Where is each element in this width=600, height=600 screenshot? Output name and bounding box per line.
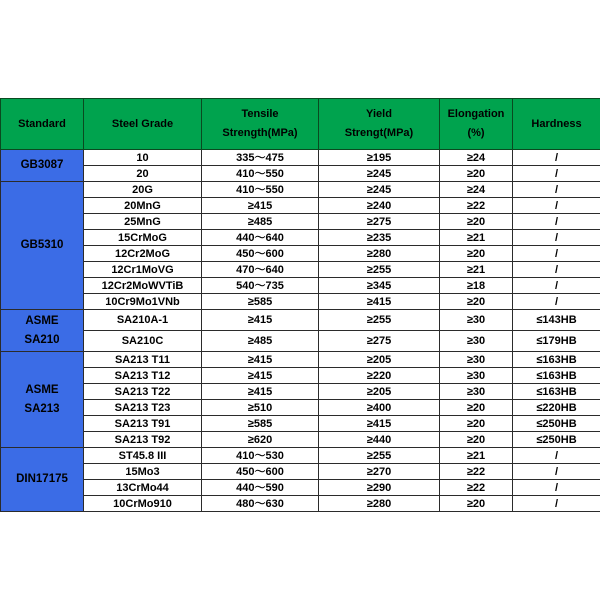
tensile-cell: ≥585 <box>202 416 319 432</box>
standard-cell: GB3087 <box>1 150 84 182</box>
tensile-cell: ≥415 <box>202 368 319 384</box>
table-row <box>1 416 600 432</box>
steel-grade-cell: 12Cr2MoG <box>84 246 202 262</box>
elongation-cell: ≥30 <box>440 368 513 384</box>
elongation-cell: ≥20 <box>440 246 513 262</box>
steel-grade-cell: 20 <box>84 166 202 182</box>
tensile-cell: ≥485 <box>202 214 319 230</box>
tensile-cell: 410～550 <box>202 166 319 182</box>
hardness-cell: ≤143HB <box>513 310 600 331</box>
elongation-cell: ≥20 <box>440 166 513 182</box>
tensile-cell: ≥415 <box>202 310 319 331</box>
tensile-cell: 450～600 <box>202 464 319 480</box>
hardness-cell: / <box>513 294 600 310</box>
table-row <box>1 278 600 294</box>
steel-grade-cell: 12Cr1MoVG <box>84 262 202 278</box>
yield-cell: ≥255 <box>319 262 440 278</box>
header-hardness: Hardness <box>513 99 600 150</box>
hardness-cell: / <box>513 166 600 182</box>
tensile-cell: ≥585 <box>202 294 319 310</box>
yield-cell: ≥255 <box>319 448 440 464</box>
standard-cell: ASME SA210 <box>1 310 84 352</box>
table-row <box>1 198 600 214</box>
yield-cell: ≥280 <box>319 246 440 262</box>
elongation-cell: ≥30 <box>440 310 513 331</box>
steel-spec-table-container <box>0 98 600 512</box>
hardness-cell: / <box>513 278 600 294</box>
tensile-cell: 440～590 <box>202 480 319 496</box>
steel-grade-cell: SA213 T91 <box>84 416 202 432</box>
table-row <box>1 400 600 416</box>
tensile-cell: ≥485 <box>202 331 319 352</box>
yield-cell: ≥400 <box>319 400 440 416</box>
yield-cell: ≥270 <box>319 464 440 480</box>
elongation-cell: ≥30 <box>440 352 513 368</box>
hardness-cell: / <box>513 480 600 496</box>
table-row <box>1 448 600 464</box>
elongation-cell: ≥20 <box>440 496 513 512</box>
elongation-cell: ≥24 <box>440 150 513 166</box>
header-steel-grade: Steel Grade <box>84 99 202 150</box>
table-row <box>1 230 600 246</box>
yield-cell: ≥345 <box>319 278 440 294</box>
elongation-cell: ≥21 <box>440 448 513 464</box>
elongation-cell: ≥22 <box>440 464 513 480</box>
tensile-cell: 410～550 <box>202 182 319 198</box>
elongation-cell: ≥20 <box>440 214 513 230</box>
hardness-cell: ≤163HB <box>513 352 600 368</box>
yield-cell: ≥275 <box>319 331 440 352</box>
table-body <box>1 150 600 512</box>
yield-cell: ≥280 <box>319 496 440 512</box>
steel-grade-cell: 15CrMoG <box>84 230 202 246</box>
header-yield-strength: Yield Strengt(MPa) <box>319 99 440 150</box>
elongation-cell: ≥18 <box>440 278 513 294</box>
elongation-cell: ≥22 <box>440 198 513 214</box>
table-row <box>1 496 600 512</box>
elongation-cell: ≥30 <box>440 384 513 400</box>
hardness-cell: / <box>513 496 600 512</box>
tensile-cell: ≥620 <box>202 432 319 448</box>
tensile-cell: 335～475 <box>202 150 319 166</box>
table-row <box>1 294 600 310</box>
elongation-cell: ≥21 <box>440 262 513 278</box>
table-row <box>1 310 600 331</box>
yield-cell: ≥205 <box>319 352 440 368</box>
steel-grade-cell: SA213 T22 <box>84 384 202 400</box>
hardness-cell: ≤179HB <box>513 331 600 352</box>
standard-cell: DIN17175 <box>1 448 84 512</box>
yield-cell: ≥245 <box>319 166 440 182</box>
elongation-cell: ≥20 <box>440 432 513 448</box>
yield-cell: ≥220 <box>319 368 440 384</box>
yield-cell: ≥290 <box>319 480 440 496</box>
table-row <box>1 262 600 278</box>
steel-grade-cell: SA210A-1 <box>84 310 202 331</box>
hardness-cell: / <box>513 246 600 262</box>
table-row <box>1 331 600 352</box>
tensile-cell: 410～530 <box>202 448 319 464</box>
hardness-cell: ≤250HB <box>513 416 600 432</box>
hardness-cell: ≤163HB <box>513 384 600 400</box>
elongation-cell: ≥24 <box>440 182 513 198</box>
steel-grade-cell: ST45.8 III <box>84 448 202 464</box>
yield-cell: ≥245 <box>319 182 440 198</box>
steel-grade-cell: SA210C <box>84 331 202 352</box>
steel-grade-cell: 10Cr9Mo1VNb <box>84 294 202 310</box>
yield-cell: ≥415 <box>319 416 440 432</box>
steel-grade-cell: 10 <box>84 150 202 166</box>
elongation-cell: ≥30 <box>440 331 513 352</box>
yield-cell: ≥255 <box>319 310 440 331</box>
hardness-cell: / <box>513 464 600 480</box>
steel-grade-cell: 12Cr2MoWVTiB <box>84 278 202 294</box>
table-row <box>1 182 600 198</box>
elongation-cell: ≥20 <box>440 400 513 416</box>
tensile-cell: ≥415 <box>202 352 319 368</box>
hardness-cell: ≤220HB <box>513 400 600 416</box>
standard-cell: ASME SA213 <box>1 352 84 448</box>
table-row <box>1 464 600 480</box>
elongation-cell: ≥22 <box>440 480 513 496</box>
steel-grade-cell: 20MnG <box>84 198 202 214</box>
elongation-cell: ≥20 <box>440 416 513 432</box>
tensile-cell: 470～640 <box>202 262 319 278</box>
tensile-cell: ≥415 <box>202 198 319 214</box>
steel-grade-cell: 20G <box>84 182 202 198</box>
tensile-cell: 450～600 <box>202 246 319 262</box>
standard-cell: GB5310 <box>1 182 84 310</box>
yield-cell: ≥240 <box>319 198 440 214</box>
hardness-cell: ≤163HB <box>513 368 600 384</box>
tensile-cell: ≥415 <box>202 384 319 400</box>
yield-cell: ≥440 <box>319 432 440 448</box>
table-row <box>1 150 600 166</box>
yield-cell: ≥275 <box>319 214 440 230</box>
hardness-cell: / <box>513 198 600 214</box>
steel-grade-cell: 13CrMo44 <box>84 480 202 496</box>
elongation-cell: ≥20 <box>440 294 513 310</box>
hardness-cell: ≤250HB <box>513 432 600 448</box>
steel-spec-table <box>0 98 600 512</box>
table-row <box>1 480 600 496</box>
table-header-row <box>1 99 600 150</box>
table-row <box>1 246 600 262</box>
steel-grade-cell: 25MnG <box>84 214 202 230</box>
table-row <box>1 368 600 384</box>
hardness-cell: / <box>513 262 600 278</box>
steel-grade-cell: SA213 T11 <box>84 352 202 368</box>
tensile-cell: 440～640 <box>202 230 319 246</box>
hardness-cell: / <box>513 150 600 166</box>
header-tensile-strength: Tensile Strength(MPa) <box>202 99 319 150</box>
tensile-cell: 480～630 <box>202 496 319 512</box>
steel-grade-cell: SA213 T92 <box>84 432 202 448</box>
yield-cell: ≥205 <box>319 384 440 400</box>
table-row <box>1 432 600 448</box>
steel-grade-cell: 15Mo3 <box>84 464 202 480</box>
header-elongation: Elongation (%) <box>440 99 513 150</box>
steel-grade-cell: 10CrMo910 <box>84 496 202 512</box>
hardness-cell: / <box>513 182 600 198</box>
hardness-cell: / <box>513 214 600 230</box>
header-standard: Standard <box>1 99 84 150</box>
table-row <box>1 214 600 230</box>
yield-cell: ≥235 <box>319 230 440 246</box>
yield-cell: ≥195 <box>319 150 440 166</box>
table-row <box>1 384 600 400</box>
steel-grade-cell: SA213 T23 <box>84 400 202 416</box>
elongation-cell: ≥21 <box>440 230 513 246</box>
steel-grade-cell: SA213 T12 <box>84 368 202 384</box>
tensile-cell: ≥510 <box>202 400 319 416</box>
tensile-cell: 540～735 <box>202 278 319 294</box>
table-row <box>1 166 600 182</box>
table-row <box>1 352 600 368</box>
hardness-cell: / <box>513 230 600 246</box>
yield-cell: ≥415 <box>319 294 440 310</box>
hardness-cell: / <box>513 448 600 464</box>
